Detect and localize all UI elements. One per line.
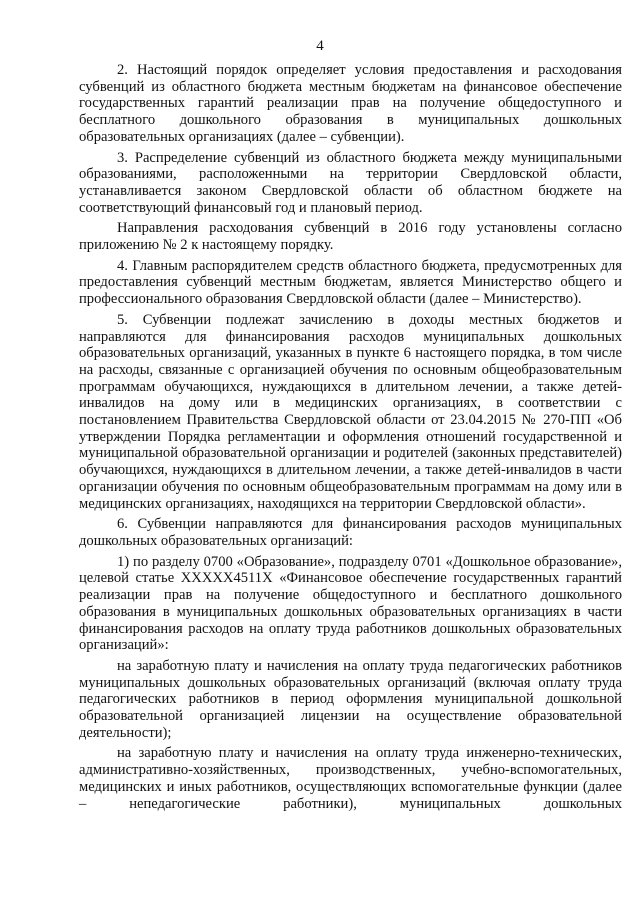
document-body [79, 62, 622, 816]
paragraph-3-directions: Направления расходования субвенций в 2016 году установлены согласно приложению № 2 к настоящему порядку. [79, 220, 622, 254]
paragraph-6: 6. Субвенции направляются для финансирования расходов муниципальных дошкольных образовательных организаций: [79, 516, 622, 549]
paragraph-6-item-1-non-pedagogical: на заработную плату и начисления на оплату труда инженерно-технических, административно-хозяйственных, производственных, учебно-вспомогательных, медицинских и иных работников, осуществляющих вспомогательные функции (далее – непедагогические работники), муниципальных дошкольных [79, 745, 622, 812]
paragraph-2: 2. Настоящий порядок определяет условия предоставления и расходования субвенций из областного бюджета местным бюджетам на финансовое обеспечение государственных гарантий реализации прав на получение общедоступного и бесплатного дошкольного образования в муниципальных дошкольных образовательных организациях (далее – субвенции). [79, 62, 622, 145]
paragraph-4: 4. Главным распорядителем средств областного бюджета, предусмотренных для предоставления субвенций местным бюджетам, является Министерство общего и профессионального образования Свердловской области (далее – Министерство). [79, 257, 622, 308]
paragraph-5: 5. Субвенции подлежат зачислению в доходы местных бюджетов и направляются для финансирования расходов муниципальных дошкольных образовательных организаций, указанных в пункте 6 настоящего порядка, в том числе на расходы, связанные с организацией обучения по основным общеобразовательным программам обучающихся, нуждающихся в длительном лечении, а также детей-инвалидов на дому или в медицинских организациях, в соответствии с постановлением Правительства Свердловской области от 23.04.2015 № 270-ПП «Об утверждении Порядка регламентации и оформления отношений государственной и муниципальной образовательной организации и родителей (законных представителей) обучающихся, нуждающихся в длительном лечении, а также детей-инвалидов в части организации обучения по основным общеобразовательным программам на дому или в медицинских организациях, находящихся на территории Свердловской области». [79, 311, 622, 512]
paragraph-6-item-1-pedagogical: на заработную плату и начисления на оплату труда педагогических работников муниципальных дошкольных образовательных организаций (включая оплату труда педагогических работников в период оформления муниципальной дошкольной образовательной организацией лицензии на осуществление образовательной деятельности); [79, 657, 622, 741]
paragraph-6-item-1: 1) по разделу 0700 «Образование», подразделу 0701 «Дошкольное образование», целевой статье XXXXX4511X «Финансовое обеспечение государственных гарантий реализации прав на получение общедоступного и бесплатного дошкольного образования в муниципальных дошкольных образовательных организациях в части финансирования расходов на оплату труда работников дошкольных образовательных организаций»: [79, 553, 622, 654]
paragraph-3: 3. Распределение субвенций из областного бюджета между муниципальными образованиями, расположенными на территории Свердловской области, устанавливается законом Свердловской области об областном бюджете на соответствующий финансовый год и плановый период. [79, 149, 622, 216]
page-number: 4 [316, 38, 324, 54]
